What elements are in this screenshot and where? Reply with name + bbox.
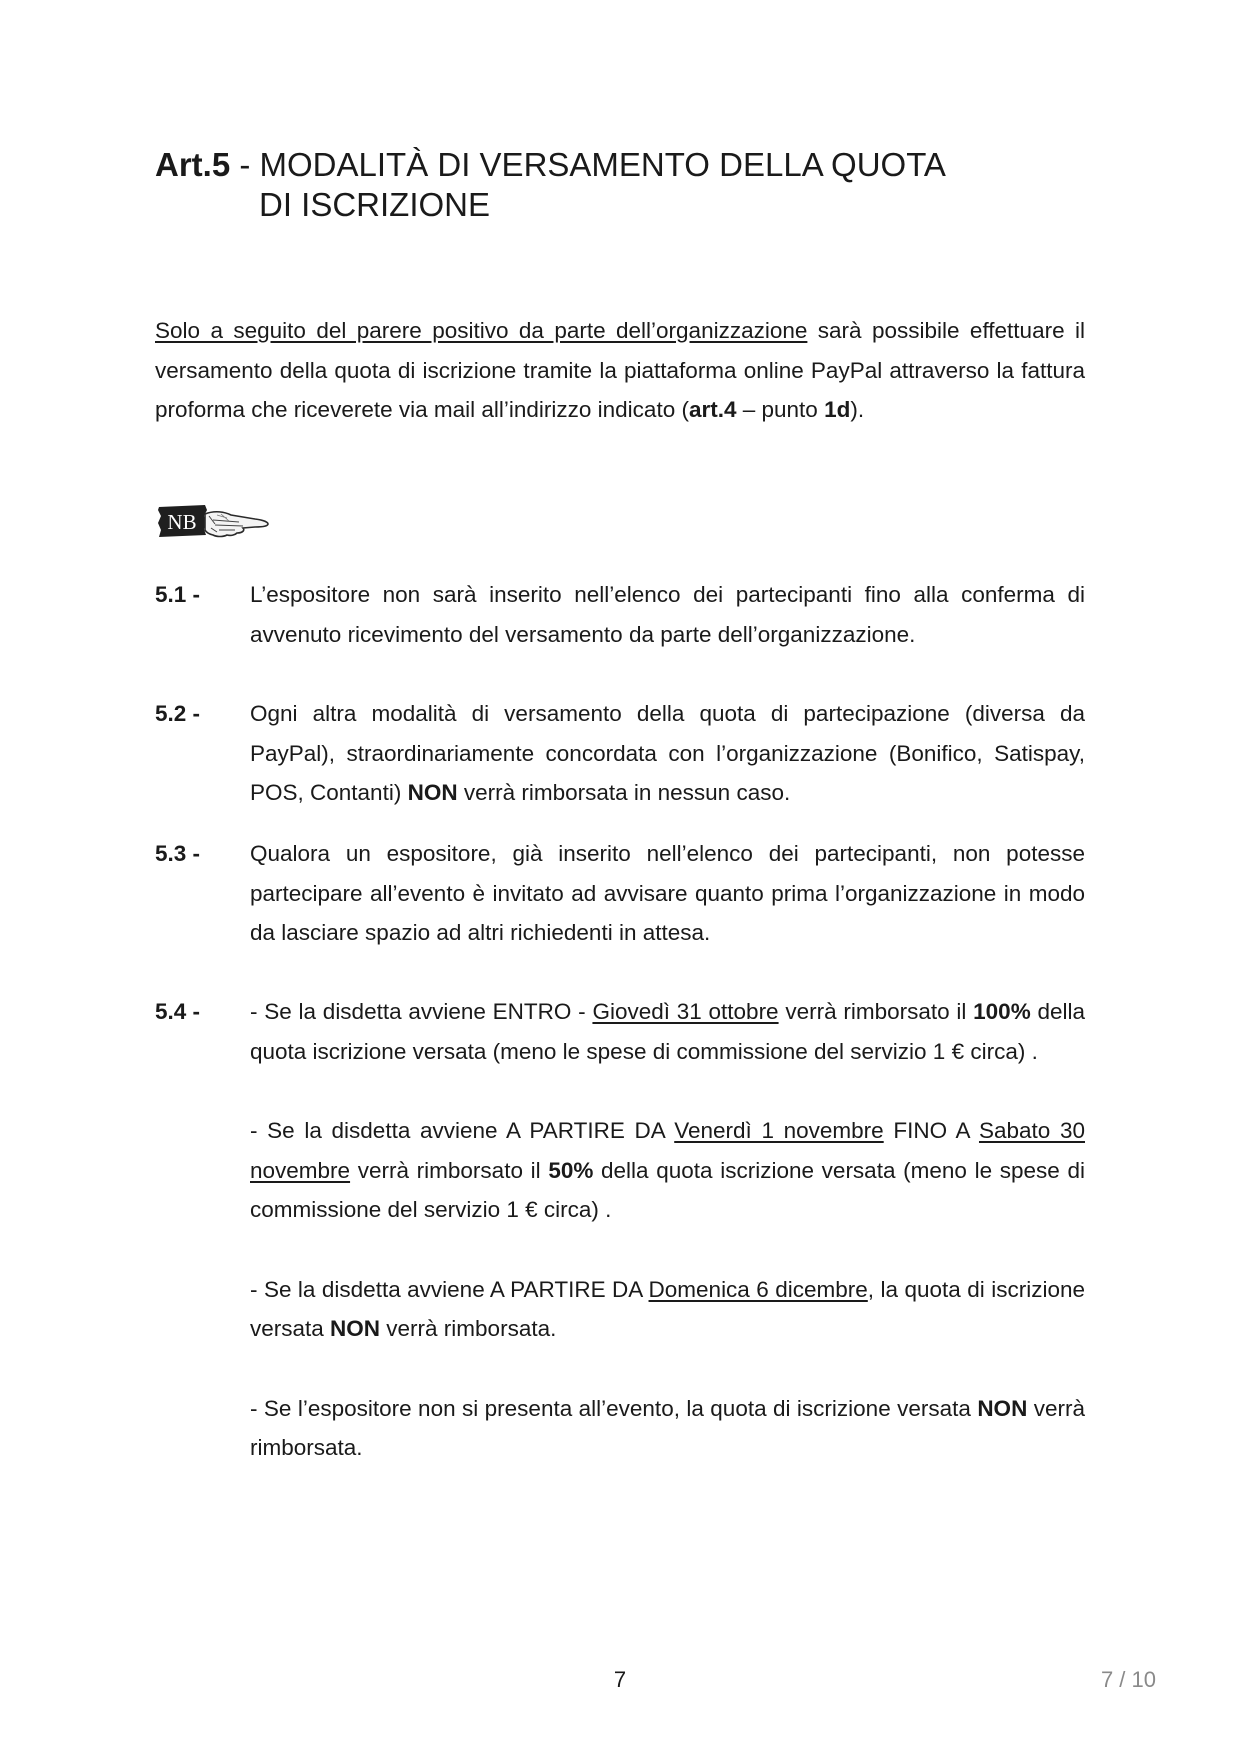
intro-point-ref: 1d [824,397,851,422]
section-5-4 [155,992,1085,1468]
rule-text: - Se la disdetta avviene ENTRO - [250,999,593,1024]
nb-label: NB [167,510,197,534]
intro-text-3: ). [850,397,865,422]
emphasis-non: NON [407,780,458,805]
rule-text: verrà rimborsato il [778,999,974,1024]
rule-text: FINO A [883,1118,979,1143]
section-number: 5.1 - [155,582,201,607]
section-text: L’espositore non sarà inserito nell’elenco dei partecipanti fino alla conferma di avvenuto ricevimento del versamento da parte dell’organizzazione. [250,582,1085,647]
intro-art-ref: art.4 [688,397,737,422]
refund-rule-1 [250,992,1085,1071]
intro-underlined-text: Solo a seguito del parere positivo da parte dell’organizzazione [155,318,808,343]
page-count-indicator: 7 / 10 [1100,1667,1156,1692]
rule-text: - Se la disdetta avviene A PARTIRE DA [250,1118,675,1143]
section-number: 5.4 - [155,999,201,1024]
intro-paragraph [155,311,1085,430]
section-5-3 [155,834,1085,953]
page-number: 7 [613,1667,627,1692]
article-heading [155,145,946,225]
nb-pointing-hand-icon [157,502,277,542]
refund-percentage: 100% [973,999,1031,1024]
refund-rule-4 [250,1389,1085,1468]
rule-text: della quota iscrizione versata (meno le spese di commissione del servizio 1 € circa) . [250,999,1085,1064]
rule-text: verrà rimborsata. [250,1395,1085,1460]
section-5-2 [155,694,1085,813]
rule-text: , la quota di iscrizione versata [250,1276,1085,1341]
heading-line-2: DI ISCRIZIONE [259,186,491,223]
refund-rule-3 [250,1270,1085,1349]
heading-line-1: MODALITÀ DI VERSAMENTO DELLA QUOTA [259,146,946,183]
section-text: Qualora un espositore, già inserito nell’elenco dei partecipanti, non potesse partecipare all’evento è invitato ad avvisare quanto prima l’organizzazione in modo da lasciare spazio ad altri richiedenti in attesa. [250,841,1085,945]
rule-text: della quota iscrizione versata (meno le spese di commissione del servizio 1 € circa) . [250,1157,1086,1222]
refund-rule-2 [250,1111,1085,1230]
section-number: 5.2 - [155,701,201,726]
date-underlined: Giovedì 31 ottobre [592,999,779,1024]
date-underlined: Sabato 30 novembre [250,1118,1085,1183]
refund-percentage: 50% [548,1157,594,1183]
intro-text-1: sarà possibile effettuare il versamento della quota di iscrizione tramite la piattaforma online PayPal attraverso la fattura proforma che riceverete via mail all’indirizzo indicato ( [155,318,1085,422]
date-underlined: Domenica 6 dicembre [648,1276,868,1302]
article-number: Art.5 [155,146,231,183]
rule-text: verrà rimborsata. [380,1316,557,1341]
intro-text-2: – punto [736,397,825,422]
emphasis-non: NON [330,1316,381,1341]
emphasis-non: NON [977,1395,1028,1421]
section-text [250,694,1085,813]
date-underlined: Venerdì 1 novembre [674,1118,884,1143]
rule-text: - Se l’espositore non si presenta all’evento, la quota di iscrizione versata [250,1395,978,1421]
section-5-1 [155,575,1085,654]
rule-text: verrà rimborsato il [350,1157,549,1183]
heading-separator: - [230,146,260,183]
rule-text: - Se la disdetta avviene A PARTIRE DA [250,1276,649,1302]
section-text-part: Ogni altra modalità di versamento della quota di partecipazione (diversa da PayPal), straordinariamente concordata con l’organizzazione (Bonifico, Satispay, POS, Contanti) [250,701,1085,805]
section-number: 5.3 - [155,841,201,866]
section-text-part: verrà rimborsata in nessun caso. [457,780,791,805]
